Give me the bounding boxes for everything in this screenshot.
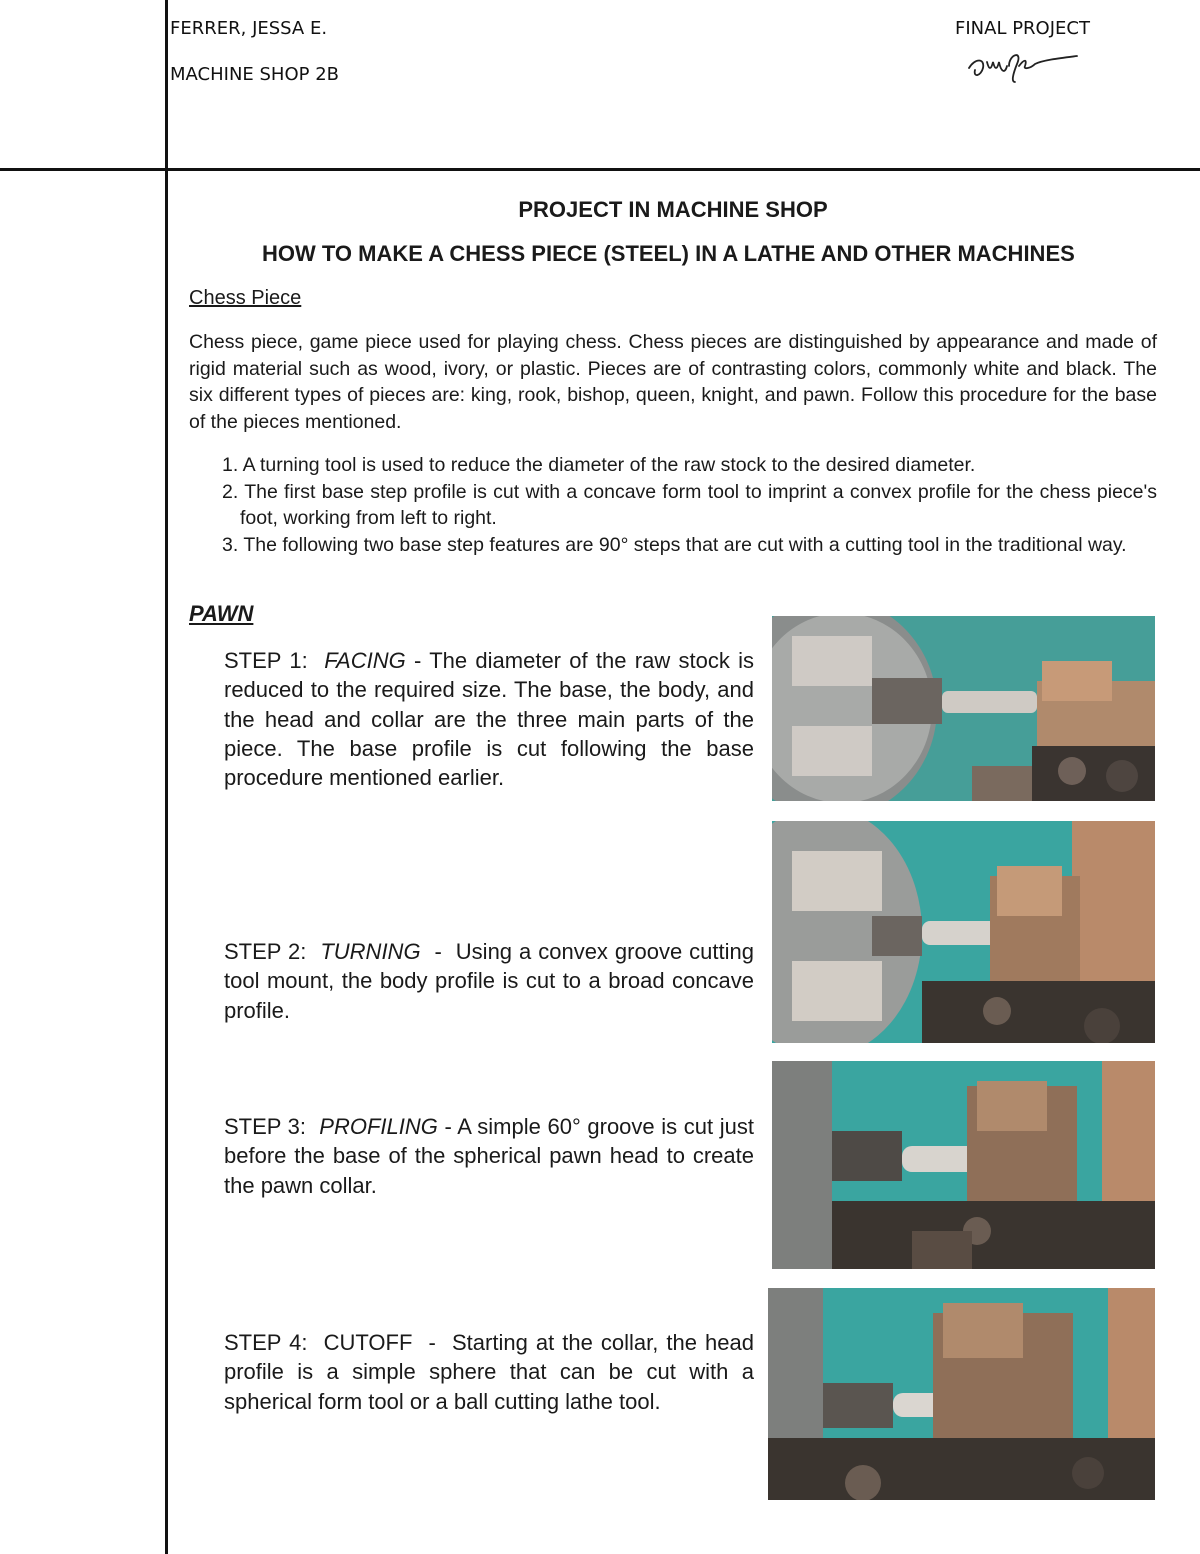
base-procedure-list [222,452,1157,558]
list-item: 2. The first base step profile is cut with a concave form tool to imprint a convex profile for the chess piece's foot, working from left to right. [222,480,1157,529]
section-heading-chess-piece: Chess Piece [189,287,302,309]
step-2-text: STEP 2: TURNING - Using a convex groove cutting tool mount, the body profile is cut to a broad concave profile. [224,939,754,1023]
lathe-cutoff-photo [768,1288,1155,1500]
page-subtitle: HOW TO MAKE A CHESS PIECE (STEEL) IN A LATHE AND OTHER MACHINES [262,241,1075,266]
margin-vertical-rule [165,0,168,1554]
final-project-label: FINAL PROJECT [955,18,1090,39]
lathe-facing-photo [772,616,1155,801]
step-3-text: STEP 3: PROFILING - A simple 60° groove is cut just before the base of the spherical pawn head to create the pawn collar. [224,1114,754,1198]
lathe-profiling-photo [772,1061,1155,1269]
step-4-text: STEP 4: CUTOFF - Starting at the collar, the head profile is a simple sphere that can be cut with a spherical form tool or a ball cutting lathe tool. [224,1330,755,1414]
page-title: PROJECT IN MACHINE SHOP [518,197,828,222]
signature-icon [965,44,1085,90]
section-heading-pawn: PAWN [189,601,254,626]
list-item: 1. A turning tool is used to reduce the diameter of the raw stock to the desired diameter. [222,454,976,476]
step-1-text: STEP 1: FACING - The diameter of the raw stock is reduced to the required size. The base, the body, and the head and collar are the three main parts of the piece. The base profile is cut following the base procedure mentioned earlier. [224,648,754,791]
lathe-turning-photo [772,821,1155,1043]
student-name: FERRER, JESSA E. [170,18,328,39]
intro-paragraph: Chess piece, game piece used for playing chess. Chess pieces are distinguished by appearance and made of rigid material such as wood, ivory, or plastic. Pieces are of contrasting colors, commonly white and black. The six different types of pieces are: king, rook, bishop, queen, knight, and pawn. Follow this procedure for the base of the pieces mentioned. [189,331,1157,433]
list-item: 3. The following two base step features are 90° steps that are cut with a cutting tool in the traditional way. [222,533,1127,556]
header-horizontal-rule [0,168,1200,171]
course-name: MACHINE SHOP 2B [170,64,340,85]
